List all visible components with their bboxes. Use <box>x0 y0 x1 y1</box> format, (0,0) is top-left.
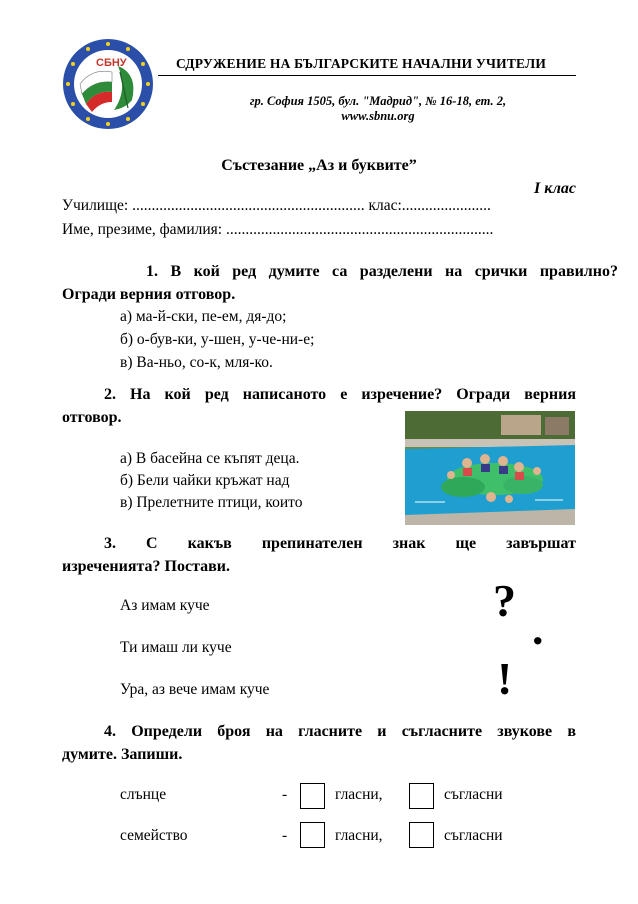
q3-word: препинателен <box>261 535 363 552</box>
q4-word: слънце <box>120 786 167 803</box>
q3-sentence-1: Аз имам куче <box>120 597 210 614</box>
sbnu-logo <box>62 38 154 130</box>
pool-photo <box>405 411 575 525</box>
q3-word: ще <box>455 535 477 552</box>
svg-text:СБНУ: СБНУ <box>96 57 127 69</box>
q3-word: знак <box>392 535 426 552</box>
grade-label: I клас <box>534 180 576 197</box>
q4-text-line2: думите. Запиши. <box>62 746 183 763</box>
q3-word: завършат <box>506 535 576 552</box>
q2-text-line1: 2. На кой ред написаното е изречение? Огради верния <box>104 386 576 403</box>
name-field: Име, презиме, фамилия: ..................................................................... <box>62 221 494 238</box>
q3-word: С <box>146 535 158 552</box>
question-mark-sign: ? <box>493 575 516 626</box>
q3-sentence-2: Ти имаш ли куче <box>120 639 232 656</box>
address-line-2: www.sbnu.org <box>341 109 415 123</box>
page-title: Състезание „Аз и буквите” <box>221 157 417 174</box>
consonants-label: съгласни <box>444 827 503 844</box>
q2-option-a: а) В басейна се къпят деца. <box>120 450 300 467</box>
vowels-label: гласни, <box>335 786 383 803</box>
q1-text-line2: Огради верния отговор. <box>62 286 236 303</box>
q2-text-line2: отговор. <box>62 409 122 426</box>
q1-text-line1: 1. В кой ред думите са разделени на срички правилно? <box>146 263 618 280</box>
school-field: Училище: ............................................................ клас:....................... <box>62 197 491 214</box>
q3-sentence-3: Ура, аз вече имам куче <box>120 681 270 698</box>
exclamation-sign: ! <box>497 653 513 704</box>
consonants-label: съгласни <box>444 786 503 803</box>
q3-word: 3. <box>104 535 116 552</box>
header-rule <box>158 75 576 76</box>
vowels-count-box[interactable] <box>300 822 325 848</box>
q4-word: семейство <box>120 827 188 844</box>
organization-name: СДРУЖЕНИЕ НА БЪЛГАРСКИТЕ НАЧАЛНИ УЧИТЕЛИ <box>176 56 547 71</box>
q4-text-line1: 4. Определи броя на гласните и съгласните звукове в <box>104 723 576 740</box>
q2-option-c: в) Прелетните птици, които <box>120 494 303 511</box>
q3-text-line2: изреченията? Постави. <box>62 558 230 575</box>
q1-option-c: в) Ва-ньо, со-к, мля-ко. <box>120 354 273 371</box>
period-sign: . <box>532 603 544 654</box>
consonants-count-box[interactable] <box>409 822 434 848</box>
q3-word: какъв <box>187 535 232 552</box>
consonants-count-box[interactable] <box>409 783 434 809</box>
q2-option-b: б) Бели чайки кръжат над <box>120 472 290 489</box>
address-line-1: гр. София 1505, бул. "Мадрид", № 16-18, ет. 2, <box>249 94 507 108</box>
q3-text-line1 <box>104 535 576 553</box>
vowels-label: гласни, <box>335 827 383 844</box>
q4-dash: - <box>282 786 288 803</box>
vowels-count-box[interactable] <box>300 783 325 809</box>
q1-option-b: б) о-був-ки, у-шен, у-че-ни-е; <box>120 331 315 348</box>
q4-dash: - <box>282 827 288 844</box>
q1-option-a: а) ма-й-ски, пе-ем, дя-до; <box>120 308 287 325</box>
